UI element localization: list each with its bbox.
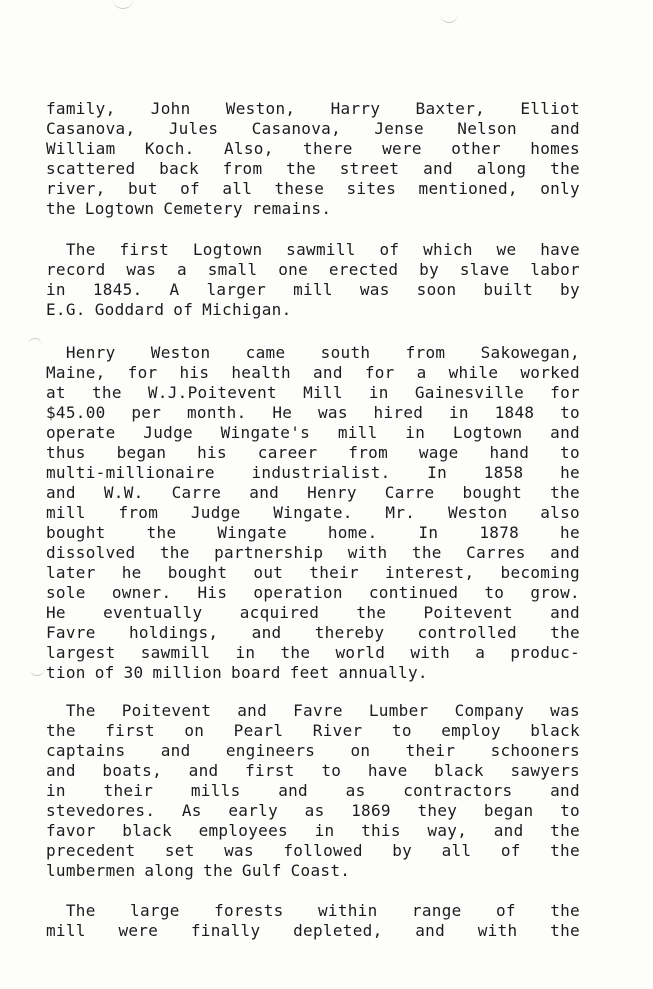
text-line: river, but of all these sites mentioned, only (46, 179, 580, 198)
text-line: largest sawmill in the world with a produc- (46, 643, 580, 662)
scan-mark-left-2 (30, 665, 44, 676)
text-line: at the W.J.Poitevent Mill in Gainesville for (46, 383, 580, 402)
text-line: the Logtown Cemetery remains. (46, 199, 332, 218)
text-line: thus began his career from wage hand to (46, 443, 580, 462)
text-line: and W.W. Carre and Henry Carre bought the (46, 483, 580, 502)
paragraph (46, 701, 580, 881)
text-line: sole owner. His operation continued to grow. (46, 583, 580, 602)
text-line: tion of 30 million board feet annually. (46, 663, 428, 682)
text-line: E.G. Goddard of Michigan. (46, 300, 292, 319)
scan-mark-left (28, 338, 42, 349)
text-line: the first on Pearl River to employ black (46, 721, 580, 740)
paragraph (46, 240, 580, 320)
scan-mark-top-right (440, 8, 458, 23)
scan-mark-top (112, 0, 134, 9)
text-line: The Poitevent and Favre Lumber Company was (46, 701, 580, 720)
paragraph (46, 343, 580, 683)
text-line: He eventually acquired the Poitevent and (46, 603, 580, 622)
text-line: Maine, for his health and for a while worked (46, 363, 580, 382)
text-line: captains and engineers on their schooners (46, 741, 580, 760)
text-line: in their mills and as contractors and (46, 781, 580, 800)
text-line: Casanova, Jules Casanova, Jense Nelson and (46, 119, 580, 138)
text-line: The first Logtown sawmill of which we have (46, 240, 580, 259)
text-line: operate Judge Wingate's mill in Logtown and (46, 423, 580, 442)
text-line: mill were finally depleted, and with the (46, 921, 580, 940)
text-line: lumbermen along the Gulf Coast. (46, 861, 351, 880)
text-line: later he bought out their interest, becoming (46, 563, 580, 582)
text-line: bought the Wingate home. In 1878 he (46, 523, 580, 542)
paragraph (46, 99, 580, 219)
text-line: favor black employees in this way, and the (46, 821, 580, 840)
text-line: dissolved the partnership with the Carres and (46, 543, 580, 562)
text-line: scattered back from the street and along the (46, 159, 580, 178)
text-line: Henry Weston came south from Sakowegan, (46, 343, 580, 362)
paragraph (46, 901, 580, 941)
text-line: stevedores. As early as 1869 they began to (46, 801, 580, 820)
text-line: precedent set was followed by all of the (46, 841, 580, 860)
text-line: Favre holdings, and thereby controlled the (46, 623, 580, 642)
text-line: The large forests within range of the (46, 901, 580, 920)
text-line: record was a small one erected by slave labor (46, 260, 580, 279)
text-line: multi-millionaire industrialist. In 1858 he (46, 463, 580, 482)
text-line: mill from Judge Wingate. Mr. Weston also (46, 503, 580, 522)
text-line: $45.00 per month. He was hired in 1848 to (46, 403, 580, 422)
text-line: William Koch. Also, there were other homes (46, 139, 580, 158)
text-line: family, John Weston, Harry Baxter, Elliot (46, 99, 580, 118)
text-line: in 1845. A larger mill was soon built by (46, 280, 580, 299)
text-line: and boats, and first to have black sawyers (46, 761, 580, 780)
